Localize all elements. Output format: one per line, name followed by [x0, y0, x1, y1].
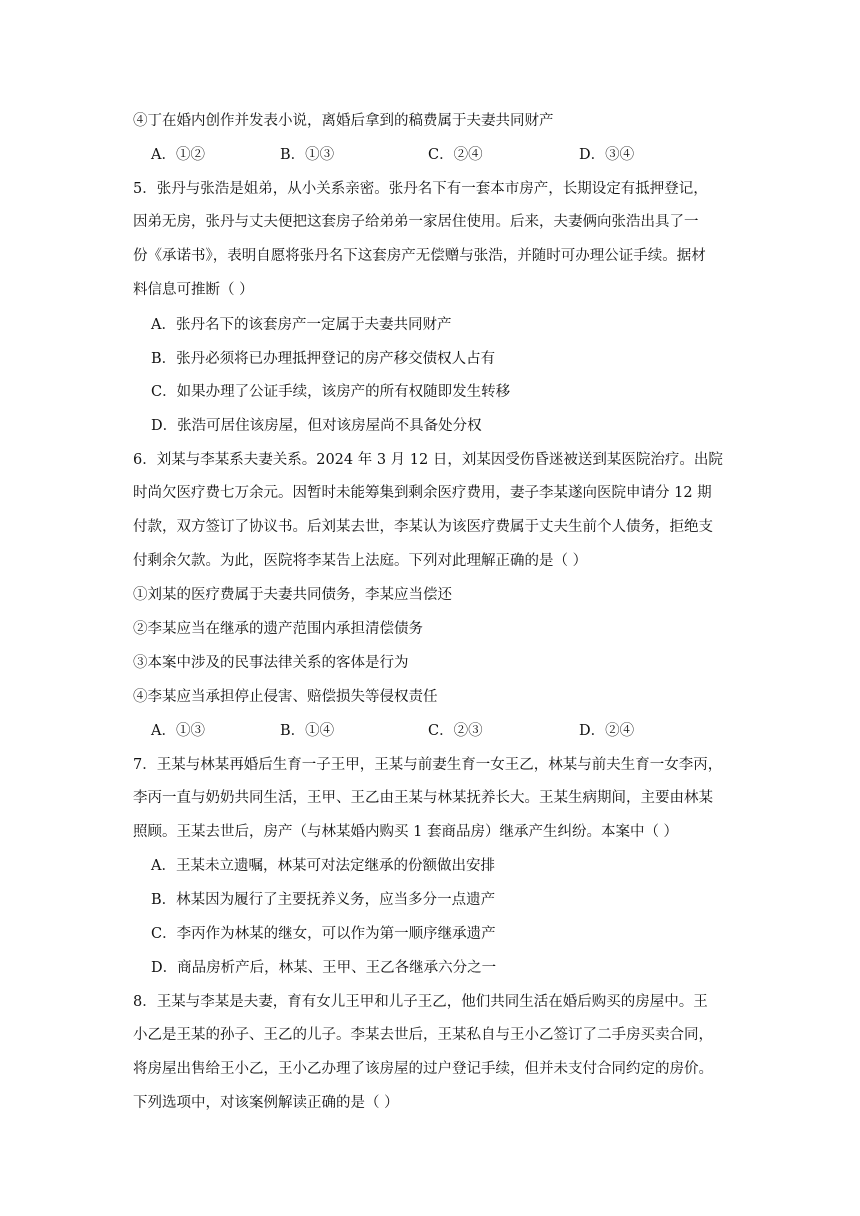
q8-stem-line-4: 下列选项中，对该案例解读正确的是（ ） [133, 1095, 399, 1111]
q6-choice-d: D．②④ [579, 723, 635, 739]
q5-option-b: B．张丹必须将已办理抵押登记的房产移交债权人占有 [151, 351, 496, 367]
q4-statement-4: ④丁在婚内创作并发表小说，离婚后拿到的稿费属于夫妻共同财产 [133, 113, 554, 129]
q4-choice-b: B．①③ [280, 147, 335, 163]
q6-statement-3: ③本案中涉及的民事法律关系的客体是行为 [133, 655, 409, 671]
q5-option-d: D．张浩可居住该房屋，但对该房屋尚不具备处分权 [151, 418, 482, 434]
q5-option-c: C．如果办理了公证手续，该房产的所有权随即发生转移 [151, 384, 511, 400]
q6-stem-line-1: 6．刘某与李某系夫妻关系。2024 年 3 月 12 日，刘某因受伤昏迷被送到某医院治疗。出院 [133, 452, 723, 468]
q7-stem-line-3: 照顾。王某去世后，房产（与林某婚内购买 1 套商品房）继承产生纠纷。本案中（ ） [133, 824, 679, 840]
q7-stem-line-2: 李丙一直与奶奶共同生活，王甲、王乙由王某与林某抚养长大。王某生病期间，主要由林某 [133, 790, 713, 806]
q6-statement-2: ②李某应当在继承的遗产范围内承担清偿债务 [133, 621, 423, 637]
q5-stem-line-1: 5．张丹与张浩是姐弟，从小关系亲密。张丹名下有一套本市房产，长期设定有抵押登记， [133, 181, 708, 197]
q6-statement-4: ④李某应当承担停止侵害、赔偿损失等侵权责任 [133, 689, 438, 705]
q6-stem-line-4: 付剩余欠款。为此，医院将李某告上法庭。下列对此理解正确的是（ ） [133, 553, 588, 569]
q8-stem-line-2: 小乙是王某的孙子、王乙的儿子。李某去世后，王某私自与王小乙签订了二手房买卖合同， [133, 1027, 713, 1043]
q6-choice-b: B．①④ [280, 723, 335, 739]
q4-choice-c: C．②④ [428, 147, 483, 163]
q5-stem-line-3: 份《承诺书》，表明自愿将张丹名下这套房产无偿赠与张浩，并随时可办理公证手续。据材 [133, 248, 706, 264]
q6-stem-line-2: 时尚欠医疗费七万余元。因暂时未能筹集到剩余医疗费用，妻子李某遂向医院申请分 12 期 [133, 485, 712, 501]
q6-stem-line-3: 付款，双方签订了协议书。后刘某去世，李某认为该医疗费属于丈夫生前个人债务，拒绝支 [133, 519, 713, 535]
q6-choice-a: A．①③ [151, 723, 205, 739]
q7-option-a: A．王某未立遗嘱，林某可对法定继承的份额做出安排 [151, 858, 495, 874]
q7-stem-line-1: 7．王某与林某再婚后生育一子王甲，王某与前妻生育一女王乙，林某与前夫生育一女李丙， [133, 757, 723, 773]
q7-option-d: D．商品房析产后，林某、王甲、王乙各继承六分之一 [151, 960, 497, 976]
q6-choice-c: C．②③ [428, 723, 483, 739]
q5-stem-line-4: 料信息可推断（ ） [133, 282, 254, 298]
q5-stem-line-2: 因弟无房，张丹与丈夫便把这套房子给弟弟一家居住使用。后来，夫妻俩向张浩出具了一 [133, 214, 699, 230]
q7-option-b: B．林某因为履行了主要抚养义务，应当多分一点遗产 [151, 892, 496, 908]
q8-stem-line-1: 8．王某与李某是夫妻，育有女儿王甲和儿子王乙，他们共同生活在婚后购买的房屋中。王 [133, 994, 708, 1010]
q6-statement-1: ①刘某的医疗费属于夫妻共同债务，李某应当偿还 [133, 587, 452, 603]
q8-stem-line-3: 将房屋出售给王小乙，王小乙办理了该房屋的过户登记手续，但并未支付合同约定的房价。 [133, 1061, 713, 1077]
q4-choice-d: D．③④ [579, 147, 635, 163]
q4-choice-a: A．①② [151, 147, 205, 163]
q7-option-c: C．李丙作为林某的继女，可以作为第一顺序继承遗产 [151, 926, 496, 942]
q5-option-a: A．张丹名下的该套房产一定属于夫妻共同财产 [151, 317, 452, 333]
